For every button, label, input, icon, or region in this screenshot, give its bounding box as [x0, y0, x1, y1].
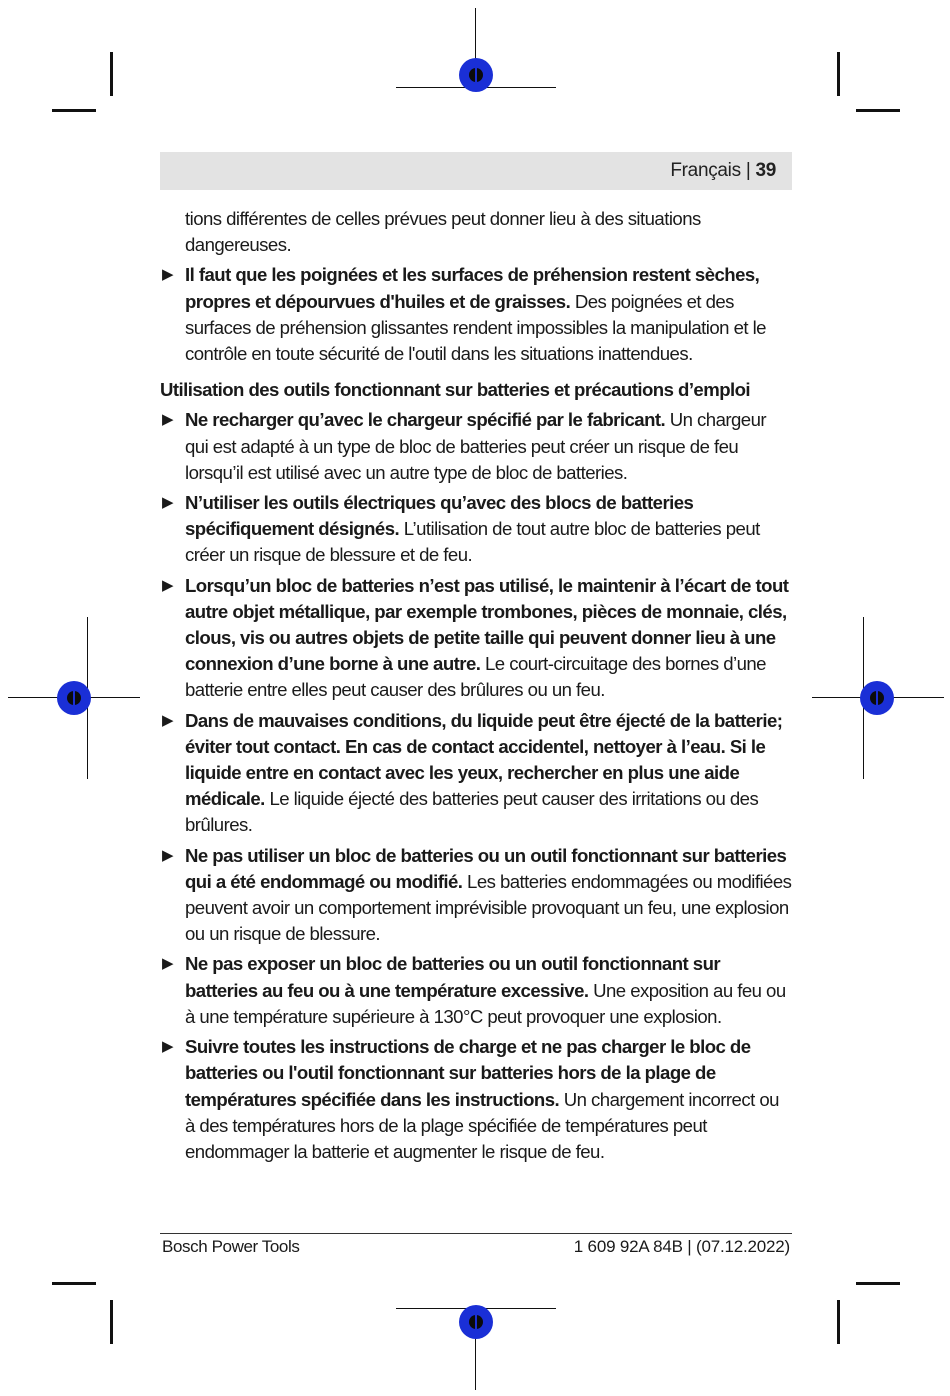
- continuation-paragraph: tions différentes de celles prévues peut donner lieu à des situations dangereuses.: [185, 208, 701, 256]
- bullet-triangle-icon: ▶: [162, 494, 173, 512]
- section-title: Utilisation des outils fonctionnant sur batteries et précautions d’emploi: [160, 379, 751, 401]
- warning-bold-text: Il faut que les poignées et les surfaces de préhension restent sèches, propres et dépourvues d'huiles et de graisses.: [185, 264, 760, 312]
- warning-text: Des poignées et des surfaces de préhension glissantes rendent impossibles la manipulation et le contrôle en toute sécurité de l'outil dans les situations inattendues.: [185, 290, 766, 365]
- warning-bold-text: N’utiliser les outils électriques qu’avec des blocs de batteries spécifiquement désignés.: [185, 492, 694, 540]
- bullet-triangle-icon: ▶: [162, 955, 173, 973]
- warning-item: [160, 708, 792, 839]
- warning-item: [160, 951, 792, 1030]
- warning-item: [160, 1034, 792, 1165]
- warning-bold-text: Dans de mauvaises conditions, du liquide peut être éjecté de la batterie; éviter tout contact. En cas de contact accidentel, nettoyer à l’eau. Si le liquide entre en contact avec les yeux, rechercher en plus une aide médicale.: [185, 709, 783, 810]
- crop-mark: [110, 1300, 113, 1344]
- registration-target-icon: [459, 1305, 493, 1339]
- warning-text: Un chargement incorrect ou à des températures hors de la plage spécifiée de températures peut endommager la batterie et augmenter le risque de feu.: [185, 1088, 779, 1162]
- header-separator: |: [745, 160, 751, 181]
- header-text: [670, 160, 776, 182]
- warning-item: [160, 843, 792, 948]
- warning-bold-text: Ne recharger qu’avec le chargeur spécifié par le fabricant.: [185, 409, 666, 431]
- crop-mark: [837, 1300, 840, 1344]
- warning-text: Un chargeur qui est adapté à un type de bloc de batteries peut créer un risque de feu lorsqu’il est utilisé avec un autre type de bloc de batteries.: [185, 409, 767, 483]
- warning-text: Le liquide éjecté des batteries peut causer des irritations ou des brûlures.: [185, 788, 759, 836]
- warning-bold-text: Ne pas utiliser un bloc de batteries ou un outil fonctionnant sur batteries qui a été endommagé ou modifié.: [185, 844, 787, 892]
- warning-item: [160, 407, 792, 486]
- warning-text: Les batteries endommagées ou modifiées peuvent avoir un comportement imprévisible provoquant un feu, une explosion ou un risque de blessure.: [185, 870, 792, 945]
- footer-rule: [160, 1233, 792, 1234]
- warning-bold-text: Ne pas exposer un bloc de batteries ou un outil fonctionnant sur batteries au feu ou à une température excessive.: [185, 953, 721, 1001]
- bullet-triangle-icon: ▶: [162, 576, 173, 594]
- bullet-triangle-icon: ▶: [162, 711, 173, 729]
- bullet-triangle-icon: ▶: [162, 846, 173, 864]
- bullet-triangle-icon: ▶: [162, 266, 173, 284]
- bullet-triangle-icon: ▶: [162, 411, 173, 429]
- crop-mark: [52, 1282, 96, 1285]
- bullet-triangle-icon: ▶: [162, 1038, 173, 1056]
- warning-bold-text: Suivre toutes les instructions de charge et ne pas charger le bloc de batteries ou l'outil fonctionnant sur batteries hors de la plage de températures spécifiée dans les instructions.: [185, 1036, 751, 1110]
- warning-text: Une exposition au feu ou à une température supérieure à 130°C peut provoquer une explosion.: [185, 979, 786, 1027]
- warning-bold-text: Lorsqu’un bloc de batteries n’est pas utilisé, le maintenir à l’écart de tout autre objet métallique, par exemple trombones, pièces de monnaie, clés, clous, vis ou autres objets de petite taille qui peuvent donner lieu à une connexion d’une borne à une autre.: [185, 574, 789, 675]
- warning-item: [160, 262, 792, 367]
- footer-doc-id: 1 609 92A 84B | (07.12.2022): [573, 1237, 790, 1256]
- registration-target-icon: [860, 681, 894, 715]
- warning-item: [160, 573, 792, 704]
- warning-item: [160, 490, 792, 569]
- warning-text: L’utilisation de tout autre bloc de batteries peut créer un risque de blessure et de feu.: [185, 518, 760, 566]
- crop-mark: [837, 52, 840, 96]
- header-language: Français: [670, 160, 741, 181]
- warning-text: Le court-circuitage des bornes d’une batterie entre elles peut causer des brûlures ou un feu.: [185, 653, 766, 701]
- footer-brand: Bosch Power Tools: [162, 1237, 300, 1256]
- page-number: 39: [755, 160, 776, 181]
- crop-mark: [856, 109, 900, 112]
- crop-mark: [52, 109, 96, 112]
- registration-target-icon: [459, 58, 493, 92]
- page-header: [160, 152, 792, 190]
- crop-mark: [856, 1282, 900, 1285]
- registration-target-icon: [57, 681, 91, 715]
- crop-mark: [110, 52, 113, 96]
- page-content: [160, 206, 792, 1165]
